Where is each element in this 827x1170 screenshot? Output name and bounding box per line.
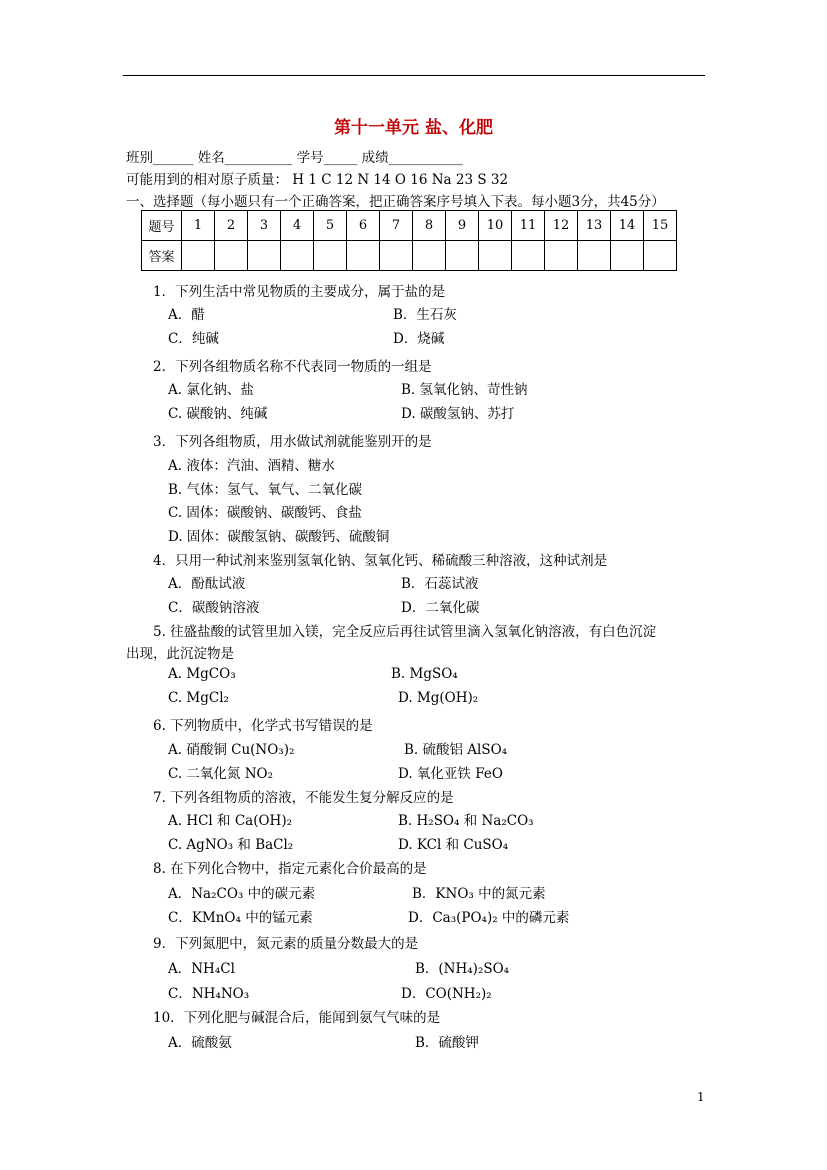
question-3-option-d: D. 固体：碳酸氢钠、碳酸钙、硫酸铜 [168,529,390,545]
question-4-option-c: C．碳酸钠溶液 [168,600,260,616]
question-3-stem: 3．下列各组物质，用水做试剂就能鉴别开的是 [153,434,432,450]
question-8-option-b: B．KNO₃ 中的氮元素 [412,886,546,902]
question-9-option-d: D．CO(NH₂)₂ [401,986,492,1002]
question-6-option-a: A. 硝酸铜 Cu(NO₃)₂ [168,742,295,758]
answer-cell[interactable] [644,241,677,271]
answer-cell[interactable] [314,241,347,271]
question-7-option-c: C. AgNO₃ 和 BaCl₂ [168,837,294,853]
table-cell-number: 3 [248,211,281,241]
question-6-stem: 6. 下列物质中，化学式书写错误的是 [153,718,373,734]
answer-cell[interactable] [380,241,413,271]
question-9-option-a: A．NH₄Cl [168,961,235,977]
table-cell-number: 2 [215,211,248,241]
answer-cell[interactable] [182,241,215,271]
question-2-stem: 2．下列各组物质名称不代表同一物质的一组是 [153,359,432,375]
header-rule [123,75,705,76]
table-cell-number: 8 [413,211,446,241]
answer-cell[interactable] [413,241,446,271]
answer-cell[interactable] [281,241,314,271]
section-heading: 一、选择题（每小题只有一个正确答案，把正确答案序号填入下表。每小题3分，共45分） [126,194,665,210]
table-cell-number: 7 [380,211,413,241]
question-1-option-b: B．生石灰 [393,307,457,323]
question-5-stem-line2: 出现，此沉淀物是 [126,646,234,662]
table-label-number: 题号 [142,211,182,241]
answer-cell[interactable] [512,241,545,271]
atomic-mass-line: 可能用到的相对原子质量： H 1 C 12 N 14 O 16 Na 23 S 32 [126,172,509,188]
page-number: 1 [697,1090,705,1104]
answer-cell[interactable] [347,241,380,271]
table-label-answer: 答案 [142,241,182,271]
table-cell-number: 13 [578,211,611,241]
question-3-option-b: B. 气体：氢气、氧气、二氧化碳 [168,482,363,498]
student-info-line: 班别______ 姓名__________ 学号_____ 成绩___________ [126,150,463,166]
table-cell-number: 9 [446,211,479,241]
question-6-option-c: C. 二氧化氮 NO₂ [168,766,274,782]
question-3-option-a: A. 液体：汽油、酒精、糖水 [168,458,335,474]
question-7-option-b: B. H₂SO₄ 和 Na₂CO₃ [398,813,534,829]
question-7-stem: 7. 下列各组物质的溶液，不能发生复分解反应的是 [153,790,454,806]
question-3-option-c: C. 固体：碳酸钠、碳酸钙、食盐 [168,505,362,521]
question-4-stem: 4．只用一种试剂来鉴别氢氧化钠、氢氧化钙、稀硫酸三种溶液，这种试剂是 [153,553,608,569]
question-9-stem: 9．下列氮肥中，氮元素的质量分数最大的是 [153,936,419,952]
question-1-option-a: A．醋 [168,307,205,323]
question-4-option-d: D．二氧化碳 [401,600,480,616]
question-5-option-d: D. Mg(OH)₂ [398,690,479,706]
question-6-option-d: D. 氧化亚铁 FeO [398,766,503,782]
question-1-stem: 1．下列生活中常见物质的主要成分，属于盐的是 [153,284,446,300]
question-9-option-b: B．(NH₄)₂SO₄ [415,961,510,977]
page-title: 第十一单元 盐、化肥 [334,118,493,138]
question-8-option-d: D．Ca₃(PO₄)₂ 中的磷元素 [408,910,570,926]
question-10-stem: 10．下列化肥与碱混合后，能闻到氨气气味的是 [153,1010,441,1026]
question-7-option-a: A. HCl 和 Ca(OH)₂ [168,813,292,829]
question-8-option-c: C．KMnO₄ 中的锰元素 [168,910,313,926]
table-cell-number: 1 [182,211,215,241]
question-1-option-d: D．烧碱 [393,331,445,347]
answer-cell[interactable] [446,241,479,271]
answer-cell[interactable] [545,241,578,271]
question-8-stem: 8. 在下列化合物中，指定元素化合价最高的是 [153,861,427,877]
question-2-option-d: D. 碳酸氢钠、苏打 [401,406,515,422]
table-cell-number: 10 [479,211,512,241]
question-9-option-c: C．NH₄NO₃ [168,986,250,1002]
question-5-option-b: B. MgSO₄ [391,666,458,682]
question-5-option-c: C. MgCl₂ [168,690,229,706]
question-2-option-b: B. 氢氧化钠、苛性钠 [401,382,528,398]
table-cell-number: 4 [281,211,314,241]
table-cell-number: 11 [512,211,545,241]
answer-cell[interactable] [611,241,644,271]
question-10-option-a: A．硫酸氨 [168,1035,232,1051]
question-8-option-a: A．Na₂CO₃ 中的碳元素 [168,886,316,902]
table-cell-number: 12 [545,211,578,241]
table-cell-number: 14 [611,211,644,241]
question-5-stem-line1: 5. 往盛盐酸的试管里加入镁，完全反应后再往试管里滴入氢氧化钠溶液，有白色沉淀 [153,624,657,640]
answer-cell[interactable] [578,241,611,271]
question-4-option-a: A．酚酞试液 [168,576,246,592]
question-10-option-b: B．硫酸钾 [415,1035,479,1051]
table-cell-number: 5 [314,211,347,241]
answer-cell[interactable] [248,241,281,271]
question-4-option-b: B．石蕊试液 [401,576,479,592]
question-5-option-a: A. MgCO₃ [168,666,236,682]
table-row-answers [142,241,677,271]
question-7-option-d: D. KCl 和 CuSO₄ [398,837,509,853]
question-2-option-c: C. 碳酸钠、纯碱 [168,406,268,422]
table-cell-number: 6 [347,211,380,241]
answer-cell[interactable] [479,241,512,271]
answer-cell[interactable] [215,241,248,271]
question-6-option-b: B. 硫酸铝 AlSO₄ [404,742,508,758]
question-2-option-a: A. 氯化钠、盐 [168,382,254,398]
table-cell-number: 15 [644,211,677,241]
answer-table [141,210,677,271]
table-row-numbers [142,211,677,241]
question-1-option-c: C．纯碱 [168,331,219,347]
